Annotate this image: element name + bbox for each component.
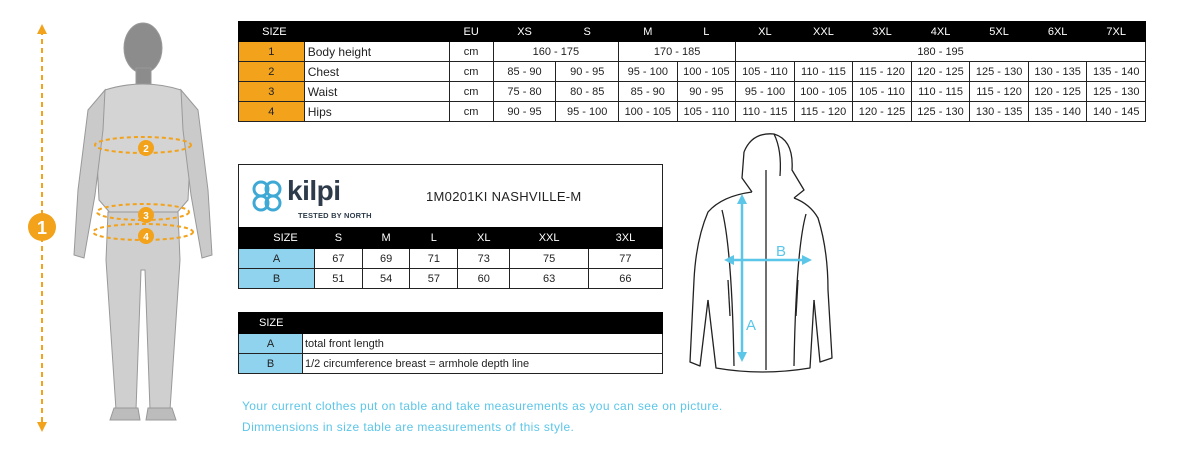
value-cell: 63 — [510, 269, 589, 289]
value-cell: 105 - 110 — [736, 62, 795, 82]
main-header-3xl: 3XL — [853, 22, 912, 42]
value-cell: 85 - 90 — [493, 62, 556, 82]
main-header-blank — [304, 22, 449, 42]
legend-key: A — [239, 334, 303, 354]
style-header-s: S — [315, 228, 363, 249]
legend-key: B — [239, 354, 303, 374]
body-measurement-figure — [0, 0, 232, 456]
value-cell: 115 - 120 — [853, 62, 912, 82]
table-row — [239, 269, 663, 289]
table-row — [239, 249, 663, 269]
value-cell: 140 - 145 — [1087, 102, 1146, 122]
value-cell: 90 - 95 — [677, 82, 736, 102]
style-header-3xl: 3XL — [588, 228, 662, 249]
svg-text:3: 3 — [143, 211, 149, 222]
style-header-m: M — [362, 228, 410, 249]
marker-4 — [138, 228, 154, 244]
value-cell: 120 - 125 — [911, 62, 970, 82]
jacket-label-b: B — [776, 243, 787, 260]
row-number: 4 — [239, 102, 305, 122]
value-cell: 115 - 120 — [970, 82, 1029, 102]
value-cell: 67 — [315, 249, 363, 269]
value-cell: 110 - 115 — [736, 102, 795, 122]
value-cell: 85 - 90 — [619, 82, 678, 102]
legend-description: total front length — [303, 334, 663, 354]
svg-text:4: 4 — [143, 232, 149, 243]
jacket-label-a: A — [746, 317, 757, 334]
value-cell: 160 - 175 — [493, 42, 618, 62]
style-header-l: L — [410, 228, 458, 249]
legend-header-size: SIZE — [239, 313, 663, 334]
style-key: A — [239, 249, 315, 269]
main-header-6xl: 6XL — [1028, 22, 1087, 42]
style-key: B — [239, 269, 315, 289]
main-header-xl: XL — [736, 22, 795, 42]
value-cell: 180 - 195 — [736, 42, 1146, 62]
value-cell: 120 - 125 — [853, 102, 912, 122]
value-cell: 75 - 80 — [493, 82, 556, 102]
value-cell: 125 - 130 — [1087, 82, 1146, 102]
style-header-size: SIZE — [239, 228, 315, 249]
value-cell: 95 - 100 — [736, 82, 795, 102]
measure-label: Chest — [304, 62, 449, 82]
measure-label: Body height — [304, 42, 449, 62]
legend-header-row — [239, 313, 663, 334]
table-row — [239, 42, 1146, 62]
table-row — [239, 334, 663, 354]
value-cell: 73 — [458, 249, 510, 269]
value-cell: 135 - 140 — [1028, 102, 1087, 122]
value-cell: 100 - 105 — [677, 62, 736, 82]
value-cell: 115 - 120 — [794, 102, 853, 122]
value-cell: 51 — [315, 269, 363, 289]
product-code: 1M0201KI NASHVILLE-M — [426, 189, 582, 204]
measurement-legend-table — [238, 312, 663, 374]
marker-1 — [28, 213, 56, 241]
main-header-5xl: 5XL — [970, 22, 1029, 42]
body-size-table — [238, 21, 1146, 122]
marker-2 — [138, 140, 154, 156]
table-row — [239, 82, 1146, 102]
value-cell: 135 - 140 — [1087, 62, 1146, 82]
instruction-note: Dimmensions in size table are measurements of this style. — [242, 420, 575, 434]
value-cell: 75 — [510, 249, 589, 269]
product-header-box — [238, 164, 663, 227]
value-cell: 125 - 130 — [911, 102, 970, 122]
unit-cell: cm — [449, 62, 493, 82]
table-row — [239, 354, 663, 374]
value-cell: 105 - 110 — [853, 82, 912, 102]
main-header-size: SIZE — [239, 22, 305, 42]
main-table-header-row — [239, 22, 1146, 42]
unit-cell: cm — [449, 42, 493, 62]
main-header-xxl: XXL — [794, 22, 853, 42]
value-cell: 90 - 95 — [493, 102, 556, 122]
kilpi-logo — [249, 175, 379, 225]
style-header-xxl: XXL — [510, 228, 589, 249]
main-header-l: L — [677, 22, 736, 42]
value-cell: 90 - 95 — [556, 62, 619, 82]
main-header-m: M — [619, 22, 678, 42]
value-cell: 120 - 125 — [1028, 82, 1087, 102]
value-cell: 69 — [362, 249, 410, 269]
main-header-7xl: 7XL — [1087, 22, 1146, 42]
measure-label: Hips — [304, 102, 449, 122]
row-number: 3 — [239, 82, 305, 102]
value-cell: 125 - 130 — [970, 62, 1029, 82]
logo-tagline: TESTED BY NORTH — [298, 211, 372, 220]
value-cell: 95 - 100 — [619, 62, 678, 82]
table-row — [239, 102, 1146, 122]
value-cell: 71 — [410, 249, 458, 269]
value-cell: 130 - 135 — [1028, 62, 1087, 82]
main-header-s: S — [556, 22, 619, 42]
table-row — [239, 62, 1146, 82]
main-header-xs: XS — [493, 22, 556, 42]
marker-3 — [138, 207, 154, 223]
main-header-eu: EU — [449, 22, 493, 42]
value-cell: 95 - 100 — [556, 102, 619, 122]
style-size-table — [238, 227, 663, 289]
value-cell: 77 — [588, 249, 662, 269]
value-cell: 57 — [410, 269, 458, 289]
measure-label: Waist — [304, 82, 449, 102]
value-cell: 110 - 115 — [794, 62, 853, 82]
row-number: 2 — [239, 62, 305, 82]
jacket-measurement-drawing — [682, 130, 842, 386]
legend-description: 1/2 circumference breast = armhole depth line — [303, 354, 663, 374]
value-cell: 100 - 105 — [794, 82, 853, 102]
instruction-note: Your current clothes put on table and take measurements as you can see on picture. — [242, 399, 723, 413]
svg-text:2: 2 — [143, 144, 149, 155]
knot-logo-icon — [249, 177, 285, 217]
value-cell: 100 - 105 — [619, 102, 678, 122]
logo-wordmark: kilpi — [287, 175, 341, 206]
value-cell: 110 - 115 — [911, 82, 970, 102]
value-cell: 60 — [458, 269, 510, 289]
value-cell: 80 - 85 — [556, 82, 619, 102]
value-cell: 105 - 110 — [677, 102, 736, 122]
value-cell: 54 — [362, 269, 410, 289]
row-number: 1 — [239, 42, 305, 62]
style-header-xl: XL — [458, 228, 510, 249]
main-header-4xl: 4XL — [911, 22, 970, 42]
style-table-header-row — [239, 228, 663, 249]
value-cell: 170 - 185 — [619, 42, 736, 62]
unit-cell: cm — [449, 82, 493, 102]
value-cell: 66 — [588, 269, 662, 289]
unit-cell: cm — [449, 102, 493, 122]
svg-text:1: 1 — [36, 218, 48, 238]
value-cell: 130 - 135 — [970, 102, 1029, 122]
